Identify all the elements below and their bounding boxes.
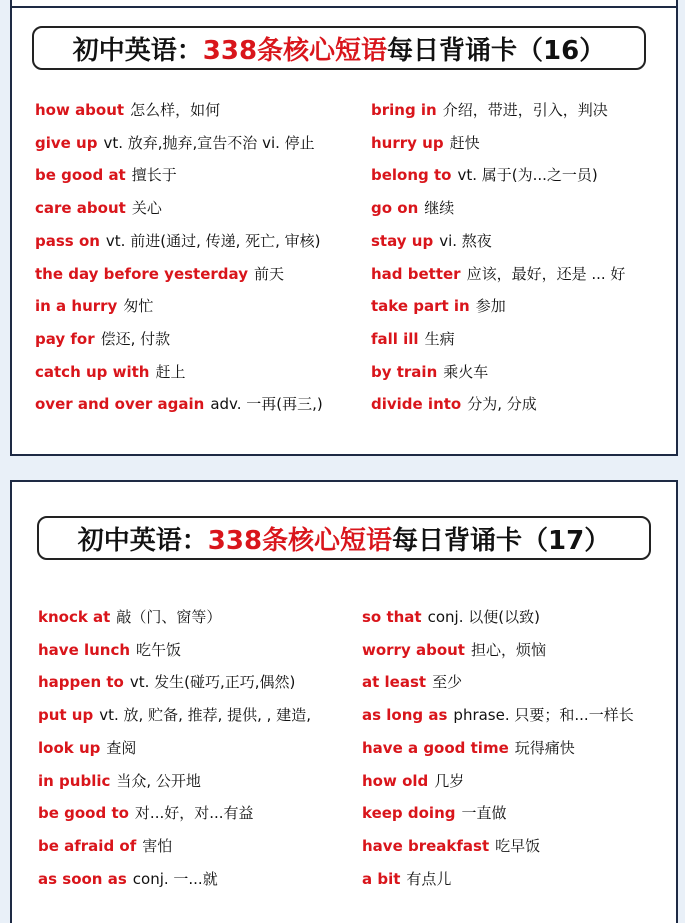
phrase-english: fall ill xyxy=(371,329,419,348)
title-highlight: 338条核心短语 xyxy=(202,35,388,66)
phrase-english: a bit xyxy=(362,869,401,888)
phrase-english: have a good time xyxy=(362,738,509,757)
phrase-row xyxy=(38,869,218,889)
phrase-row xyxy=(362,607,540,627)
phrase-row xyxy=(362,803,507,823)
phrase-english: be good to xyxy=(38,804,129,823)
phrase-meaning: 继续 xyxy=(424,199,455,218)
phrase-english: have lunch xyxy=(38,640,131,659)
phrase-english: in public xyxy=(38,771,111,790)
phrase-meaning: 担心，烦恼 xyxy=(470,640,546,659)
phrase-meaning: 偿还, 付款 xyxy=(100,329,171,348)
phrase-row xyxy=(35,394,323,414)
phrase-english: worry about xyxy=(362,640,465,659)
phrase-row xyxy=(35,100,220,120)
title-prefix: 初中英语： xyxy=(77,525,208,556)
phrase-meaning: phrase. 只要；和...一样长 xyxy=(453,706,634,725)
phrase-english: in a hurry xyxy=(35,297,118,316)
phrase-row xyxy=(38,803,254,823)
phrase-english: pay for xyxy=(35,329,95,348)
phrase-row xyxy=(371,329,455,349)
phrase-meaning: 赶上 xyxy=(155,362,186,381)
phrase-row xyxy=(35,362,185,382)
phrase-row xyxy=(371,165,598,185)
phrase-meaning: conj. 以便(以致) xyxy=(427,608,540,626)
phrase-meaning: 吃午饭 xyxy=(136,640,182,659)
phrase-english: give up xyxy=(35,133,98,152)
phrase-meaning: vt. 前进(通过, 传递, 死亡, 审核) xyxy=(105,231,321,250)
phrase-english: as soon as xyxy=(38,869,127,888)
phrase-english: care about xyxy=(35,199,126,218)
phrase-row xyxy=(362,771,464,791)
phrase-meaning: 应该，最好，还是 ... 好 xyxy=(466,264,626,283)
phrase-row xyxy=(371,394,537,414)
phrase-row xyxy=(371,100,608,120)
phrase-row xyxy=(35,296,153,316)
phrase-meaning: 对...好，对...有益 xyxy=(134,804,254,823)
phrase-row xyxy=(38,836,172,856)
phrase-english: be good at xyxy=(35,166,126,185)
phrase-meaning: 怎么样，如何 xyxy=(130,101,221,119)
phrase-row xyxy=(362,869,451,889)
phrase-row xyxy=(38,771,201,791)
phrase-meaning: 至少 xyxy=(432,673,463,692)
phrase-english: have breakfast xyxy=(362,836,490,855)
phrase-english: so that xyxy=(362,608,422,626)
phrase-english: look up xyxy=(38,738,101,757)
phrase-meaning: 匆忙 xyxy=(123,297,154,316)
phrase-meaning: vt. 放弃,抛弃,宣告不治 vi. 停止 xyxy=(103,133,315,152)
phrase-english: over and over again xyxy=(35,395,205,414)
phrase-english: how about xyxy=(35,101,125,119)
phrase-english: put up xyxy=(38,706,94,725)
phrase-meaning: 吃早饭 xyxy=(495,836,541,855)
phrase-english: catch up with xyxy=(35,362,150,381)
phrase-row xyxy=(35,231,321,251)
phrase-meaning: 介绍，带进，引入，判决 xyxy=(442,101,608,119)
phrase-meaning: 害怕 xyxy=(142,836,173,855)
phrase-meaning: 前天 xyxy=(253,264,284,283)
phrase-english: keep doing xyxy=(362,804,456,823)
top-rule xyxy=(12,6,676,8)
phrase-meaning: 赶快 xyxy=(449,133,480,152)
phrase-meaning: vi. 熬夜 xyxy=(439,231,492,250)
phrase-meaning: 敲（门、窗等） xyxy=(116,608,222,626)
phrase-meaning: 参加 xyxy=(475,297,506,316)
phrase-row xyxy=(38,672,295,692)
phrase-row xyxy=(35,329,170,349)
title-highlight: 338条核心短语 xyxy=(207,525,393,556)
phrase-row xyxy=(362,836,540,856)
phrase-english: by train xyxy=(371,362,438,381)
phrase-meaning: vt. 属于(为...之一员) xyxy=(457,166,598,185)
phrase-meaning: 有点儿 xyxy=(406,869,452,888)
phrase-meaning: vt. 发生(碰巧,正巧,偶然) xyxy=(129,673,296,692)
title-suffix: 每日背诵卡（17） xyxy=(392,525,611,556)
phrase-row xyxy=(362,705,634,725)
card-title xyxy=(37,516,651,560)
phrase-english: how old xyxy=(362,771,429,790)
phrase-english: belong to xyxy=(371,166,452,185)
phrase-row xyxy=(362,738,575,758)
phrase-english: at least xyxy=(362,673,427,692)
card-title xyxy=(32,26,646,70)
phrase-meaning: conj. 一...就 xyxy=(132,869,218,888)
phrase-meaning: 一直做 xyxy=(461,804,507,823)
phrase-row xyxy=(35,198,162,218)
phrase-meaning: vt. 放, 贮备, 推荐, 提供, , 建造, xyxy=(99,706,311,725)
phrase-english: hurry up xyxy=(371,133,444,152)
phrase-row xyxy=(371,133,480,153)
phrase-row xyxy=(38,705,311,725)
phrase-row xyxy=(371,296,506,316)
phrase-row xyxy=(371,362,488,382)
vocab-card-17 xyxy=(10,480,678,923)
phrase-row xyxy=(371,231,492,251)
phrase-row xyxy=(35,133,315,153)
phrase-row xyxy=(38,607,221,627)
phrase-english: go on xyxy=(371,199,419,218)
phrase-english: as long as xyxy=(362,706,448,725)
phrase-meaning: 生病 xyxy=(424,329,455,348)
phrase-meaning: 玩得痛快 xyxy=(514,738,575,757)
phrase-meaning: 几岁 xyxy=(434,771,465,790)
phrase-row xyxy=(371,198,454,218)
phrase-meaning: 查阅 xyxy=(106,738,137,757)
phrase-english: knock at xyxy=(38,608,111,626)
phrase-meaning: 当众, 公开地 xyxy=(116,771,201,790)
phrase-english: pass on xyxy=(35,231,100,250)
phrase-row xyxy=(38,640,181,660)
phrase-english: bring in xyxy=(371,101,437,119)
phrase-row xyxy=(362,640,546,660)
phrase-english: be afraid of xyxy=(38,836,137,855)
vocab-card-16 xyxy=(10,0,678,456)
phrase-meaning: adv. 一再(再三,) xyxy=(210,395,323,414)
phrase-english: happen to xyxy=(38,673,124,692)
phrase-meaning: 分为, 分成 xyxy=(467,395,537,414)
phrase-row xyxy=(38,738,136,758)
phrase-row xyxy=(371,264,625,284)
phrase-meaning: 关心 xyxy=(131,199,162,218)
phrase-row xyxy=(35,165,177,185)
phrase-meaning: 擅长于 xyxy=(131,166,177,185)
phrase-row xyxy=(362,672,462,692)
phrase-meaning: 乘火车 xyxy=(443,362,489,381)
phrase-english: take part in xyxy=(371,297,470,316)
title-prefix: 初中英语： xyxy=(72,35,203,66)
phrase-english: had better xyxy=(371,264,461,283)
phrase-row xyxy=(35,264,284,284)
phrase-english: divide into xyxy=(371,395,462,414)
phrase-english: the day before yesterday xyxy=(35,264,248,283)
phrase-english: stay up xyxy=(371,231,434,250)
title-suffix: 每日背诵卡（16） xyxy=(387,35,606,66)
